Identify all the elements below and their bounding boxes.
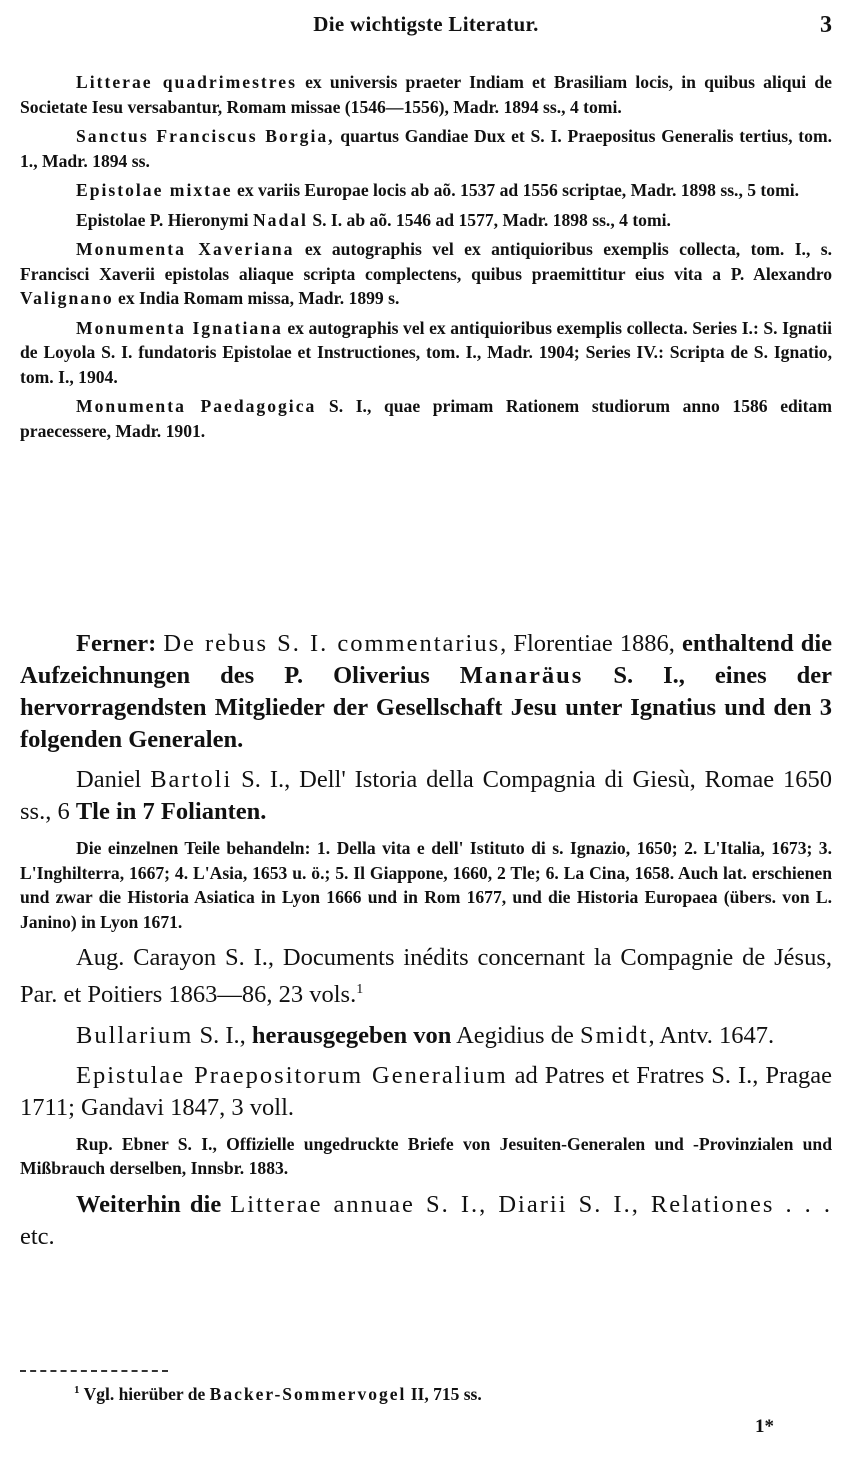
entry-text: 1671. <box>138 911 183 932</box>
paragraph-bullarium <box>20 1020 832 1052</box>
entry-litterae-quadrimestres <box>20 70 832 119</box>
footnote-marker: 1 <box>74 1384 80 1397</box>
paragraph-bartoli-parts <box>20 836 832 934</box>
entry-monumenta-ignatiana <box>20 316 832 390</box>
entry-title: Monumenta Xaveriana <box>76 239 295 259</box>
paragraph-epistulae <box>20 1060 832 1124</box>
entry-text: ex variis Europae locis ab aõ. 1537 ad 1556 scriptae, Madr. 1898 ss., 5 tomi. <box>232 180 800 200</box>
fraktur-text: Vgl. hierüber de <box>83 1384 210 1404</box>
entry-epistolae-nadal <box>20 208 832 233</box>
entry-author: Bartoli <box>150 766 233 793</box>
fraktur-text: und die <box>512 887 571 908</box>
paragraph-bartoli <box>20 764 832 828</box>
entry-text: Historia Asiatica <box>121 887 261 908</box>
running-header <box>20 12 832 46</box>
entry-title: Bullarium <box>76 1021 194 1049</box>
entry-text: , Antv. 1647. <box>648 1021 775 1049</box>
entry-monumenta-xaveriana <box>20 237 832 311</box>
entry-title: Sanctus Franciscus Borgia, <box>76 126 335 146</box>
entry-title: Monumenta Paedagogica <box>76 396 317 416</box>
entry-text: quartus Gandiae Dux et S. I. Praepositus Generalis tertius, tom. 1., Madr. 1894 ss. <box>20 126 833 171</box>
fraktur-text: enthaltend die Aufzeichnungen des P. Oliverius <box>20 630 833 689</box>
paragraph-ebner <box>20 1132 832 1181</box>
paragraph-de-rebus <box>20 628 832 756</box>
entry-author: Backer-Sommervogel <box>209 1384 407 1404</box>
entry-author: Smidt <box>579 1021 649 1049</box>
running-title: Die wichtigste Literatur. <box>313 12 539 36</box>
entry-text: 1677, <box>460 887 513 908</box>
entry-author: Valignano <box>20 288 114 308</box>
entry-text: Historia Europaea ( <box>570 887 730 908</box>
entry-text: ex universis praeter Indiam et Brasiliam locis, in quibus aliqui de Societate Iesu versabantur, Romam missae (1546—1556), Madr. 1894 ss., 4 tomi. <box>20 72 832 117</box>
fraktur-text: herausgegeben von <box>251 1021 452 1049</box>
fraktur-text: u. ö. <box>292 862 325 883</box>
fraktur-text: Auch lat. erschienen und zwar die <box>20 862 832 908</box>
signature-mark: 1* <box>755 1416 774 1437</box>
entry-title: Epistulae Praepositorum Generalium <box>76 1061 508 1089</box>
entry-title: Epistolae mixtae <box>76 180 233 200</box>
fraktur-text: in Lyon <box>261 887 321 908</box>
entry-text: S. I., <box>193 1021 252 1049</box>
fraktur-text: Tle in 7 Folianten. <box>75 798 267 825</box>
entry-author: Manaräus <box>459 662 584 689</box>
entry-title: De rebus S. I. commentarius <box>163 630 501 657</box>
entry-text: ad Patres et Fratres S. I., Pragae 1711; Gandavi 1847, 3 voll. <box>20 1061 832 1121</box>
fraktur-text: Weiterhin die <box>76 1190 231 1218</box>
entry-text: etc. <box>20 1222 55 1250</box>
paragraph-weiterhin <box>20 1189 832 1253</box>
entry-text: Aug. Carayon S. I., Documents inédits concernant la Compagnie de Jésus, Par. et Poitiers 1863—86, 23 vols. <box>20 944 832 1009</box>
fraktur-text: Rup. Ebner S. I., Offizielle ungedruckte Briefe von Jesuiten-Generalen und -Provinzialen und Mißbrauch derselben, Innsbr. 1883. <box>20 1133 832 1179</box>
entry-text: , Florentiae 1886, <box>500 630 682 657</box>
entry-text: II, 715 ss. <box>406 1384 482 1404</box>
entry-text: ex autographis vel ex antiquioribus exemplis collecta, tom. I., s. Francisci Xaverii epistolas aliaque scripta complectens, quibus praemittitur eius vita a P. Alexandro <box>20 239 832 284</box>
entry-monumenta-paedagogica <box>20 394 832 443</box>
footnote-ref[interactable]: 1 <box>356 982 364 998</box>
entry-title: Litterae annuae S. I., Diarii S. I., Relationes . . . <box>230 1190 832 1218</box>
entry-text: S. I., Dell' Istoria della Compagnia di Giesù, Romae 1650 ss., 6 <box>20 766 832 825</box>
fraktur-text: Die einzelnen Teile behandeln: <box>76 838 311 858</box>
entry-text: ; 5. Il Giappone, 1660, 2 <box>324 862 511 883</box>
further-literature <box>20 628 832 1261</box>
entry-title: Monumenta Ignatiana <box>76 317 283 338</box>
footnote-divider <box>20 1370 168 1372</box>
entry-text: S. I. ab aõ. 1546 ad 1577, Madr. 1898 ss., 4 tomi. <box>307 209 671 230</box>
entry-text: 1666 <box>320 887 368 908</box>
entry-title: Litterae quadrimestres <box>76 72 297 92</box>
entry-text: ex autographis vel ex antiquioribus exemplis collecta. Series I.: S. Ignatii de Loyola S. I. fundatoris Epistolae et Instructiones, tom. I., Madr. 1904; Series IV.: Scripta de S. Ignatio, tom. I., 1904. <box>20 317 832 387</box>
entry-text: S. I., quae primam Rationem studiorum anno 1586 editam praecessere, Madr. 1901. <box>20 396 832 441</box>
entry-text: ; 6. La Cina, 1658. <box>534 862 679 883</box>
entry-text: ex India Romam missa, Madr. 1899 s. <box>113 288 400 308</box>
entry-franciscus-borgia <box>20 124 832 173</box>
footnote <box>74 1384 482 1405</box>
fraktur-text: Ferner: <box>76 630 164 657</box>
fraktur-text: übers. von L. Janino) in Lyon <box>20 887 833 932</box>
entry-text: Aegidius de <box>451 1021 580 1049</box>
fraktur-text: S. I., eines der hervorragendsten Mitglieder der Gesellschaft Jesu unter Ignatius und den 3 folgenden Generalen. <box>20 662 832 753</box>
paragraph-carayon <box>20 942 832 1011</box>
entry-epistolae-mixtae <box>20 178 832 203</box>
page-number: 3 <box>820 12 832 38</box>
entry-title: Nadal <box>252 209 308 230</box>
literature-list <box>20 70 832 448</box>
fraktur-text: und in Rom <box>367 887 461 908</box>
fraktur-text: Tle <box>510 862 535 883</box>
entry-text: 1. Della vita e dell' Istituto di s. Ignazio, 1650; 2. L'Italia, 1673; 3. L'Inghilterra, 1667; 4. L'Asia, 1653 <box>20 838 833 883</box>
entry-text: Daniel <box>76 766 151 793</box>
entry-text: Epistolae P. Hieronymi <box>76 209 253 230</box>
